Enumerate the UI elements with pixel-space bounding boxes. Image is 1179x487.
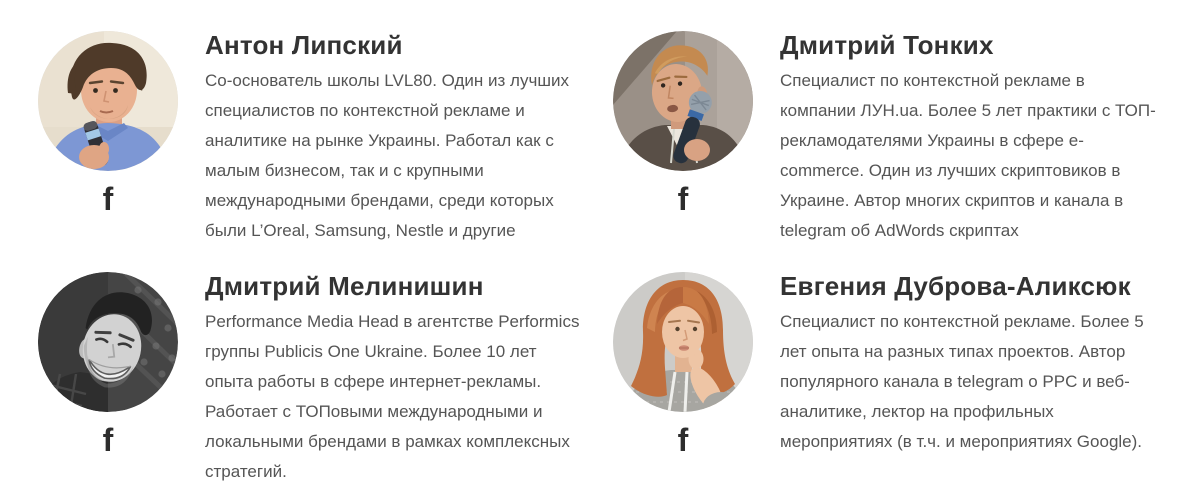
speaker-photo	[38, 272, 178, 412]
avatar-man-blue-shirt-icon	[38, 31, 178, 171]
speaker-description: Специалист по контекстной рекламе в компании ЛУН.ua. Более 5 лет практики с ТОП-рекламодателями Украины в сфере e-commerce. Один из лучших скриптовиков в Украине. Автор многих скриптов и канала в telegram об AdWords скриптах	[780, 71, 1156, 240]
speaker-card	[613, 270, 1160, 487]
speaker-description: Performance Media Head в агентстве Performics группы Publicis One Ukraine. Более 10 лет опыта работы в сфере интернет-рекламы. Работает с ТОПовыми международными и локальными брендами в рамках комплексных стратегий.	[205, 312, 580, 481]
speaker-name: Антон Липский	[205, 30, 403, 60]
speaker-info	[205, 270, 585, 487]
facebook-icon[interactable]: f	[102, 422, 114, 458]
speaker-media	[613, 270, 753, 458]
speaker-photo	[613, 272, 753, 412]
speaker-name: Дмитрий Тонких	[780, 30, 994, 60]
avatar-smiling-man-bw-icon	[38, 272, 178, 412]
speaker-media	[38, 270, 178, 458]
avatar-woman-ginger-hair-icon	[613, 272, 753, 412]
speaker-media	[613, 29, 753, 217]
speaker-card	[613, 29, 1160, 246]
speaker-info	[205, 29, 585, 246]
facebook-icon[interactable]: f	[677, 422, 689, 458]
speaker-card	[38, 270, 585, 487]
speaker-name: Евгения Дуброва-Аликсюк	[780, 271, 1131, 301]
speaker-description: Специалист по контекстной рекламе. Более 5 лет опыта на разных типах проектов. Автор популярного канала в telegram о PPC и веб-аналитике, лектор на профильных мероприятиях (в т.ч. и мероприятиях Google).	[780, 312, 1144, 451]
speaker-info	[780, 29, 1160, 246]
speaker-card	[38, 29, 585, 246]
avatar-man-microphone-icon	[613, 31, 753, 171]
speaker-photo	[38, 31, 178, 171]
speaker-media	[38, 29, 178, 217]
speaker-photo	[613, 31, 753, 171]
speaker-description: Со-основатель школы LVL80. Один из лучших специалистов по контекстной рекламе и аналитике на рынке Украины. Работал как с малым бизнесом, так и с крупными международными брендами, среди которых были L’Oreal, Samsung, Nestle и другие	[205, 71, 569, 240]
facebook-icon[interactable]: f	[677, 181, 689, 217]
speaker-info	[780, 270, 1160, 457]
speaker-name: Дмитрий Мелинишин	[205, 271, 484, 301]
facebook-icon[interactable]: f	[102, 181, 114, 217]
